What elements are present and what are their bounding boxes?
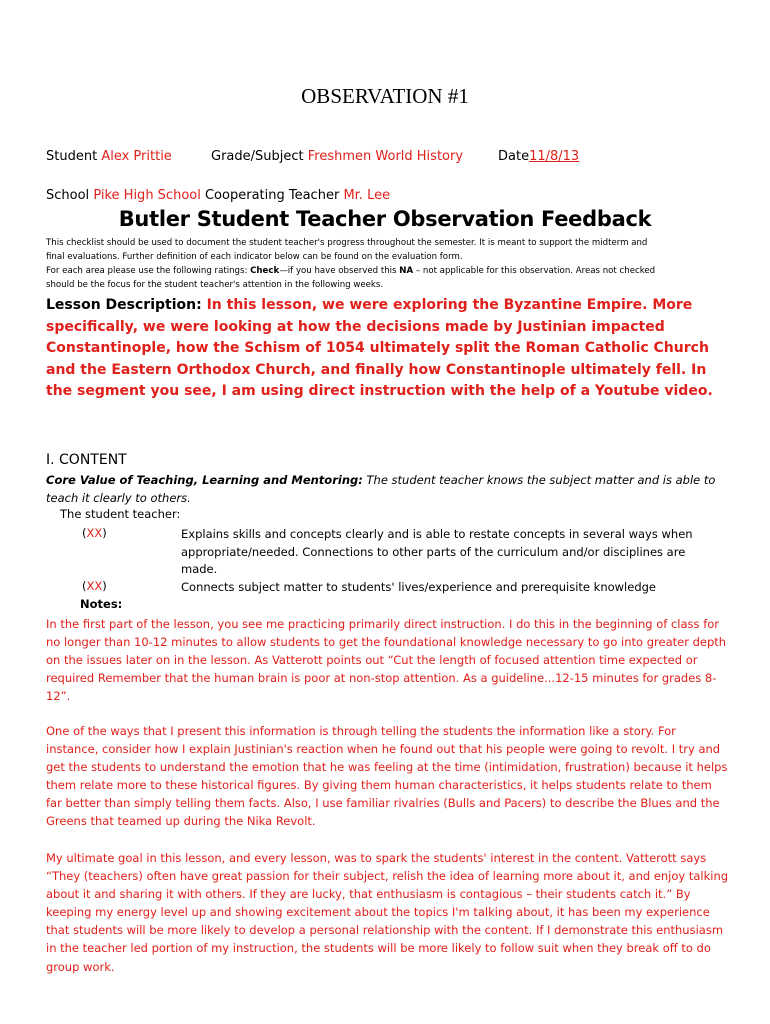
observation-title: OBSERVATION #1 (301, 84, 469, 108)
school-label: School (46, 188, 90, 203)
ratings-line-2: should be the focus for the student teacher's attention in the following weeks. (46, 280, 384, 290)
school-line (46, 188, 390, 203)
ratings-line-1 (46, 264, 655, 278)
lesson-description-label: Lesson Description: (46, 297, 202, 313)
indicator-1-text: Explains skills and concepts clearly and is able to restate concepts in several ways when appropriate/needed. Connections to other parts of the curriculum and/or disciplines are made. (181, 527, 693, 576)
indicator-2-mark-value: XX (86, 579, 103, 593)
notes-paragraph-2: One of the ways that I present this information is through telling the students the information like a story. For instance, consider how I explain Justinian's reaction when he found out that his people were going to revolt. I try and get the students to understand the emotion that he was feeling at the time (intimidation, frustration) because it helps them relate more to these historical figures. By giving them human characteristics, it helps students relate to them far better than simply telling them facts. Also, I use familiar rivalries (Bulls and Pacers) to describe the Blues and the Greens that teamed up during the Nika Revolt. (46, 724, 728, 829)
notes-paragraph-3: My ultimate goal in this lesson, and every lesson, was to spark the students' interest in the content. Vatterott says “They (teachers) often have great passion for their subject, relish the idea of learning more about it, and enjoy talking about it and sharing it with others. If they are lucky, that enthusiasm is contagious – their students catch it.” By keeping my energy level up and showing excitement about the topics I'm talking about, it has been my experience that students will be more likely to develop a personal relationship with the content. If I demonstrate this enthusiasm in the teacher led portion of my instruction, the students will be more likely to follow suit when they break off to do group work. (46, 851, 729, 974)
student-value: Alex Prittie (101, 149, 172, 164)
ratings-mid: —if you have observed this (279, 266, 400, 276)
intro-line-1: This checklist should be used to document the student teacher's progress throughout the semester. It is meant to support the midterm and (46, 238, 648, 248)
date-label: Date (498, 149, 530, 164)
student-label: Student (46, 149, 98, 164)
date-field (498, 149, 579, 164)
school-value: Pike High School (93, 188, 201, 203)
grade-label: Grade/Subject (211, 149, 304, 164)
ratings-check: Check (250, 266, 280, 276)
indicator-2-text: Connects subject matter to students' lives/experience and prerequisite knowledge (181, 580, 656, 594)
ratings-suffix: – not applicable for this observation. Areas not checked (413, 266, 656, 276)
feedback-heading: Butler Student Teacher Observation Feedback (118, 207, 652, 231)
lesson-description-text: In this lesson, we were exploring the Byzantine Empire. More specifically, we were looking at how the decisions made by Justinian impacted Constantinople, how the Schism of 1054 ultimately split the Roman Catholic Church and the Eastern Orthodox Church, and finally how Constantinople ultimately fell. In the segment you see, I am using direct instruction with the help of a Youtube video. (46, 297, 713, 399)
date-value: 11/8/13 (529, 149, 580, 164)
student-field (46, 149, 172, 164)
ratings-prefix: For each area please use the following ratings: (46, 266, 251, 276)
ratings-na: NA (399, 266, 414, 276)
lesson-description (46, 295, 736, 403)
grade-subject-field (211, 149, 463, 164)
grade-value: Freshmen World History (307, 149, 464, 164)
notes-paragraph-1: In the first part of the lesson, you see me practicing primarily direct instruction. I do this in the beginning of class for no longer than 10-12 minutes to allow students to get the foundational knowledge necessary to go into greater depth on the issues later on in the lesson. As Vatterott points out “Cut the length of focused attention time expected or required Remember that the human brain is poor at non-stop attention. As a guideline...12-15 minutes for grades 8-12”. (46, 617, 727, 704)
core-value (46, 471, 736, 507)
indicator-2-mark: (XX) (82, 579, 107, 593)
notes-label: Notes: (80, 597, 123, 611)
core-value-text: The student teacher knows the subject matter and is able to teach it clearly to others. (46, 473, 716, 505)
intro-line-2: final evaluations. Further definition of each indicator below can be found on the evaluation form. (46, 252, 463, 262)
indicator-1-mark: (XX) (82, 526, 107, 540)
student-teacher-label: The student teacher: (60, 507, 181, 521)
core-value-label: Core Value of Teaching, Learning and Mentoring: (46, 473, 363, 487)
cooperating-teacher-label: Cooperating Teacher (204, 188, 340, 203)
section-content-title: I. CONTENT (46, 452, 127, 468)
cooperating-teacher-value: Mr. Lee (343, 188, 391, 203)
indicator-1-mark-value: XX (86, 526, 103, 540)
